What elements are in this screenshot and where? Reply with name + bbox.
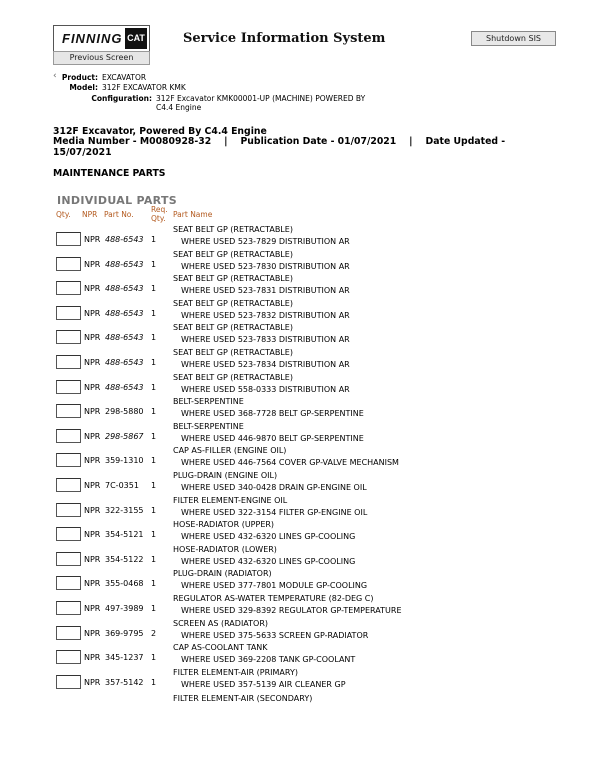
part-number[interactable]: 497-3989 <box>105 604 144 613</box>
part-number[interactable]: 354-5122 <box>105 554 144 564</box>
section-heading: MAINTENANCE PARTS <box>53 168 166 179</box>
where-used: WHERE USED 523-7831 DISTRIBUTION AR <box>181 286 350 296</box>
part-number[interactable]: 298-5867 <box>105 431 144 441</box>
previous-screen-button[interactable]: Previous Screen <box>53 51 150 65</box>
table-row <box>0 544 608 569</box>
part-number[interactable]: 359-1310 <box>105 456 144 466</box>
quantity-input[interactable] <box>56 650 81 664</box>
quantity-input[interactable] <box>56 380 81 394</box>
quantity-input[interactable] <box>56 552 81 566</box>
part-name: PLUG-DRAIN (ENGINE OIL) <box>173 471 278 480</box>
npr-label: NPR <box>84 235 101 244</box>
table-row <box>0 347 608 372</box>
part-number[interactable]: 488-6543 <box>105 259 144 269</box>
part-name: SEAT BELT GP (RETRACTABLE) <box>173 372 293 382</box>
part-number[interactable]: 357-5142 <box>105 677 144 687</box>
app-title: Service Information System <box>183 31 386 46</box>
part-name: HOSE-RADIATOR (UPPER) <box>173 520 275 530</box>
table-row <box>0 249 608 274</box>
required-qty: 1 <box>151 481 157 490</box>
model-value: 312F EXCAVATOR KMK <box>102 83 186 92</box>
required-qty: 1 <box>151 554 157 564</box>
table-row <box>0 445 608 470</box>
column-header-part-name: Part Name <box>173 210 213 219</box>
where-used: WHERE USED 523-7833 DISTRIBUTION AR <box>181 335 350 345</box>
required-qty: 1 <box>151 431 157 441</box>
where-used: WHERE USED 340-0428 DRAIN GP-ENGINE OIL <box>181 483 367 492</box>
quantity-input[interactable] <box>56 232 81 246</box>
where-used: WHERE USED 432-6320 LINES GP-COOLING <box>181 532 356 542</box>
quantity-input[interactable] <box>56 503 81 517</box>
required-qty: 1 <box>151 259 157 269</box>
quantity-input[interactable] <box>56 527 81 541</box>
table-row <box>0 298 608 323</box>
npr-label: NPR <box>84 456 101 466</box>
npr-label: NPR <box>84 431 101 441</box>
required-qty: 1 <box>151 530 157 540</box>
part-number[interactable]: 488-6543 <box>105 284 144 294</box>
table-row <box>0 618 608 643</box>
part-name: PLUG-DRAIN (RADIATOR) <box>173 569 272 579</box>
table-row <box>0 593 608 618</box>
part-name: SEAT BELT GP (RETRACTABLE) <box>173 298 293 308</box>
quantity-input[interactable] <box>56 281 81 295</box>
npr-label: NPR <box>84 677 101 687</box>
finning-cat-logo <box>53 25 150 52</box>
npr-label: NPR <box>84 505 101 515</box>
logo-text: FINNING <box>62 31 123 46</box>
part-name: SEAT BELT GP (RETRACTABLE) <box>173 225 293 234</box>
where-used: WHERE USED 446-9870 BELT GP-SERPENTINE <box>181 433 364 443</box>
shutdown-sis-button[interactable]: Shutdown SIS <box>471 31 556 46</box>
part-name: SEAT BELT GP (RETRACTABLE) <box>173 249 293 259</box>
table-row <box>0 519 608 544</box>
individual-parts-heading: INDIVIDUAL PARTS <box>57 194 177 207</box>
where-used: WHERE USED 523-7832 DISTRIBUTION AR <box>181 310 350 320</box>
quantity-input[interactable] <box>56 404 81 418</box>
where-used: WHERE USED 377-7801 MODULE GP-COOLING <box>181 581 368 591</box>
quantity-input[interactable] <box>56 601 81 615</box>
where-used: WHERE USED 432-6320 LINES GP-COOLING <box>181 556 356 566</box>
npr-label: NPR <box>84 554 101 564</box>
quantity-input[interactable] <box>56 626 81 640</box>
where-used: WHERE USED 446-7564 COVER GP-VALVE MECHANISM <box>181 458 399 468</box>
table-row <box>0 642 608 667</box>
required-qty: 1 <box>151 382 157 392</box>
quantity-input[interactable] <box>56 429 81 443</box>
product-info <box>0 73 608 113</box>
part-number[interactable]: 354-5121 <box>105 530 144 540</box>
table-row <box>0 470 608 495</box>
product-label: Product: <box>61 73 98 82</box>
part-name: FILTER ELEMENT-AIR (PRIMARY) <box>173 667 298 677</box>
quantity-input[interactable] <box>56 330 81 344</box>
date-updated-value: 15/07/2021 <box>53 147 112 158</box>
part-name: BELT-SERPENTINE <box>173 421 244 431</box>
quantity-input[interactable] <box>56 576 81 590</box>
part-name: SEAT BELT GP (RETRACTABLE) <box>173 348 293 357</box>
part-name: SEAT BELT GP (RETRACTABLE) <box>173 274 293 284</box>
column-header-npr: NPR <box>82 210 98 219</box>
part-name-trailing: FILTER ELEMENT-AIR (SECONDARY) <box>173 694 313 703</box>
chevron-left-icon[interactable]: ‹ <box>53 71 57 81</box>
part-number[interactable]: 488-6543 <box>105 333 144 343</box>
part-name: BELT-SERPENTINE <box>173 397 244 407</box>
part-number[interactable]: 298-5880 <box>105 407 144 417</box>
quantity-input[interactable] <box>56 306 81 320</box>
npr-label: NPR <box>84 530 101 540</box>
where-used: WHERE USED 322-3154 FILTER GP-ENGINE OIL <box>181 507 368 517</box>
required-qty: 2 <box>151 628 157 638</box>
npr-label: NPR <box>84 628 101 638</box>
configuration-value-line2: C4.4 Engine <box>156 103 202 112</box>
part-name: HOSE-RADIATOR (LOWER) <box>173 544 277 554</box>
part-number[interactable]: 322-3155 <box>105 505 144 515</box>
configuration-label: Configuration: <box>91 94 152 103</box>
part-name: CAP AS-FILLER (ENGINE OIL) <box>173 446 287 456</box>
column-header-part-no: Part No. <box>104 210 134 219</box>
table-row <box>0 273 608 298</box>
part-number[interactable]: 488-6543 <box>105 358 144 367</box>
table-row <box>0 667 608 692</box>
required-qty: 1 <box>151 505 157 515</box>
required-qty: 1 <box>151 677 157 687</box>
required-qty: 1 <box>151 604 157 613</box>
required-qty: 1 <box>151 333 157 343</box>
column-header-req-qty: Qty. <box>151 214 166 223</box>
where-used: WHERE USED 375-5633 SCREEN GP-RADIATOR <box>181 630 369 640</box>
column-header-req: Req. <box>151 205 168 214</box>
table-row <box>0 421 608 446</box>
table-row <box>0 568 608 593</box>
where-used: WHERE USED 357-5139 AIR CLEANER GP <box>181 679 346 689</box>
required-qty: 1 <box>151 308 157 318</box>
required-qty: 1 <box>151 456 157 466</box>
where-used: WHERE USED 368-7728 BELT GP-SERPENTINE <box>181 409 364 419</box>
where-used: WHERE USED 558-0333 DISTRIBUTION AR <box>181 384 350 394</box>
cat-logo-mark: CAT <box>125 28 147 49</box>
quantity-input[interactable] <box>56 478 81 492</box>
part-name: REGULATOR AS-WATER TEMPERATURE (82-DEG C) <box>173 594 374 603</box>
npr-label: NPR <box>84 653 101 663</box>
required-qty: 1 <box>151 235 157 244</box>
where-used: WHERE USED 369-2208 TANK GP-COOLANT <box>181 655 356 665</box>
where-used: WHERE USED 523-7830 DISTRIBUTION AR <box>181 261 350 271</box>
npr-label: NPR <box>84 308 101 318</box>
media-info-line: Media Number - M0080928-32 | Publication Date - 01/07/2021 | Date Updated - <box>53 136 506 147</box>
required-qty: 1 <box>151 407 157 417</box>
part-number[interactable]: 369-9795 <box>105 628 144 638</box>
table-row <box>0 322 608 347</box>
where-used: WHERE USED 523-7834 DISTRIBUTION AR <box>181 360 350 369</box>
part-name: SCREEN AS (RADIATOR) <box>173 618 269 628</box>
table-row <box>0 372 608 397</box>
part-name: CAP AS-COOLANT TANK <box>173 643 268 653</box>
npr-label: NPR <box>84 579 101 589</box>
column-header-qty: Qty. <box>56 210 71 219</box>
part-number[interactable]: 488-6543 <box>105 235 144 244</box>
table-row <box>0 495 608 520</box>
part-number[interactable]: 7C-0351 <box>105 481 139 490</box>
required-qty: 1 <box>151 358 157 367</box>
npr-label: NPR <box>84 358 101 367</box>
npr-label: NPR <box>84 333 101 343</box>
quantity-input[interactable] <box>56 257 81 271</box>
part-number[interactable]: 345-1237 <box>105 653 144 663</box>
document-title: 312F Excavator, Powered By C4.4 Engine <box>53 126 267 137</box>
table-row <box>0 224 608 249</box>
where-used: WHERE USED 523-7829 DISTRIBUTION AR <box>181 237 350 246</box>
required-qty: 1 <box>151 284 157 294</box>
required-qty: 1 <box>151 653 157 663</box>
npr-label: NPR <box>84 604 101 613</box>
quantity-input[interactable] <box>56 675 81 689</box>
quantity-input[interactable] <box>56 355 81 369</box>
part-name: FILTER ELEMENT-ENGINE OIL <box>173 495 288 505</box>
where-used: WHERE USED 329-8392 REGULATOR GP-TEMPERATURE <box>181 606 402 615</box>
part-number[interactable]: 488-6543 <box>105 308 144 318</box>
table-row <box>0 396 608 421</box>
npr-label: NPR <box>84 407 101 417</box>
model-label: Model: <box>69 83 98 92</box>
product-value: EXCAVATOR <box>102 73 147 82</box>
part-name: SEAT BELT GP (RETRACTABLE) <box>173 323 293 333</box>
npr-label: NPR <box>84 382 101 392</box>
npr-label: NPR <box>84 481 101 490</box>
configuration-value-line1: 312F Excavator KMK00001-UP (MACHINE) POWERED BY <box>156 94 366 103</box>
part-number[interactable]: 355-0468 <box>105 579 144 589</box>
npr-label: NPR <box>84 259 101 269</box>
required-qty: 1 <box>151 579 157 589</box>
quantity-input[interactable] <box>56 453 81 467</box>
npr-label: NPR <box>84 284 101 294</box>
part-number[interactable]: 488-6543 <box>105 382 144 392</box>
